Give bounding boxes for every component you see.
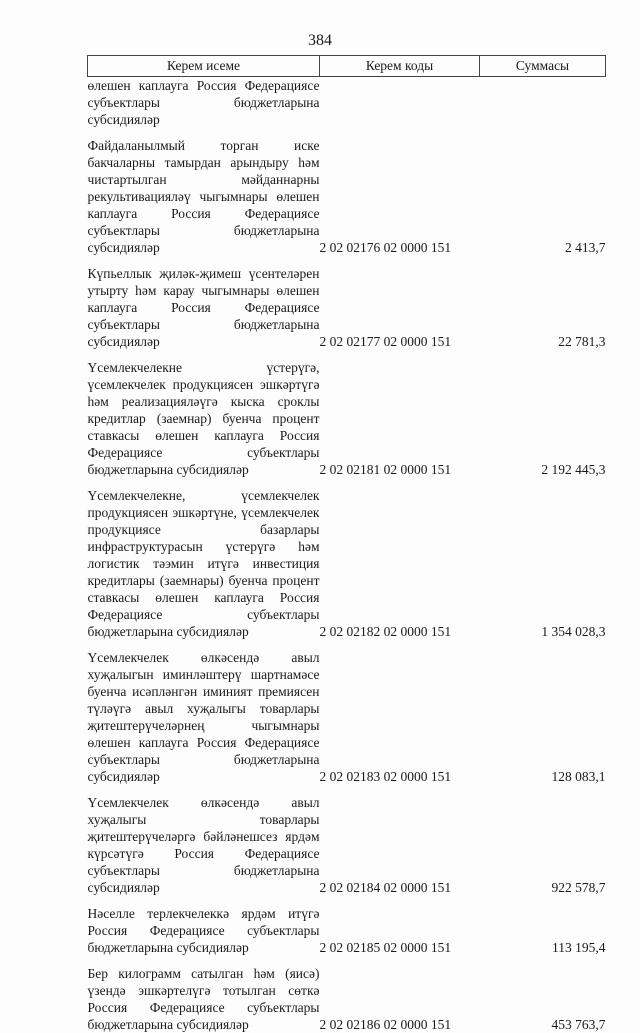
- table-row: [88, 956, 606, 1033]
- header-sum: Суммасы: [480, 56, 606, 77]
- row-sum: 113 195,4: [552, 940, 606, 955]
- row-name: Файдаланылмый торган иске бакчаларны тамырдан арындыру һәм чистартылган мәйданнарны рекультивацияләү чыгымнары өлешен каплауга Россия Федерациясе субъектлары бюджетларына субсидияләр: [87, 138, 320, 255]
- row-name: Үсемлекчелекне, үсемлекчелек продукциясен эшкәртүне, үсемлекчелек продукциясе базарлары инфраструктурасын үстерүгә һәм логистик тәэмин итүгә инвестиция кредитлары (заемнары) буенча процент ставкасы өлешен каплауга Россия Федерациясе субъектлары бюджетларына субсидияләр: [87, 488, 320, 639]
- table-row: [88, 256, 606, 350]
- row-name: Бер килограмм сатылган һәм (яисә) үзендә эшкәртелүгә тотылган сөткә Россия Федерациясе субъектлары бюджетларына субсидияләр: [87, 966, 320, 1032]
- row-code: 2 02 02183 02 0000 151: [319, 769, 452, 784]
- row-code: [320, 77, 480, 129]
- budget-table: [87, 55, 606, 1033]
- table-row: [88, 785, 606, 896]
- row-name: Нәселле терлекчелеккә ярдәм итүгә Россия Федерациясе субъектлары бюджетларына субсидияләр: [87, 906, 320, 955]
- table-row: [88, 478, 606, 640]
- row-sum: 128 083,1: [551, 769, 606, 784]
- row-code: 2 02 02181 02 0000 151: [319, 462, 452, 477]
- row-sum: 453 763,7: [551, 1017, 606, 1032]
- table-row: [88, 640, 606, 785]
- row-code: 2 02 02182 02 0000 151: [319, 624, 452, 639]
- table-header-row: [88, 56, 606, 77]
- row-code: 2 02 02186 02 0000 151: [319, 1017, 452, 1032]
- row-sum: 22 781,3: [558, 334, 606, 349]
- table-row: [88, 128, 606, 256]
- row-code: 2 02 02176 02 0000 151: [319, 240, 452, 255]
- row-sum: 922 578,7: [551, 880, 606, 895]
- row-code: 2 02 02185 02 0000 151: [319, 940, 452, 955]
- table-row: [88, 350, 606, 478]
- row-sum: [480, 77, 606, 129]
- row-sum: 2 192 445,3: [541, 462, 606, 477]
- row-name: Үсемлекчелек өлкәсендә авыл хуҗалыгын иминләштерү шартнамәсе буенча исәпләнгән иминият премиясен түләүгә авыл хуҗалыгы товарлары җитештерүчеләрнең чыгымнары өлешен каплауга Россия Федерациясе субъектлары бюджетларына субсидияләр: [87, 650, 320, 784]
- row-name: Үсемлекчелекне үстерүгә, үсемлекчелек продукциясен эшкәртүгә һәм реализацияләүгә кыска сроклы кредитлар (заемнар) буенча процент ставкасы өлешен каплауга Россия Федерациясе субъектлары бюджетларына субсидияләр: [87, 360, 320, 477]
- row-name: Үсемлекчелек өлкәсендә авыл хуҗалыгы товарлары җитештерүчеләргә бәйләнешсез ярдәм күрсәтүгә Россия Федерациясе субъектлары бюджетларына субсидияләр: [87, 795, 320, 895]
- row-name: өлешен каплауга Россия Федерациясе субъектлары бюджетларына субсидияләр: [87, 78, 320, 127]
- page-number: 384: [308, 32, 332, 49]
- row-sum: 1 354 028,3: [541, 624, 606, 639]
- row-code: 2 02 02184 02 0000 151: [319, 880, 452, 895]
- row-code: 2 02 02177 02 0000 151: [319, 334, 452, 349]
- row-name: Күпьеллык җиләк-җимеш үсентеләрен утырту һәм карау чыгымнары өлешен каплауга Россия Федерациясе субъектлары бюджетларына субсидияләр: [87, 266, 320, 349]
- header-code: Керем коды: [320, 56, 480, 77]
- table-row: [88, 896, 606, 956]
- row-sum: 2 413,7: [565, 240, 606, 255]
- table-row: [88, 77, 606, 129]
- header-name: Керем исеме: [88, 56, 320, 77]
